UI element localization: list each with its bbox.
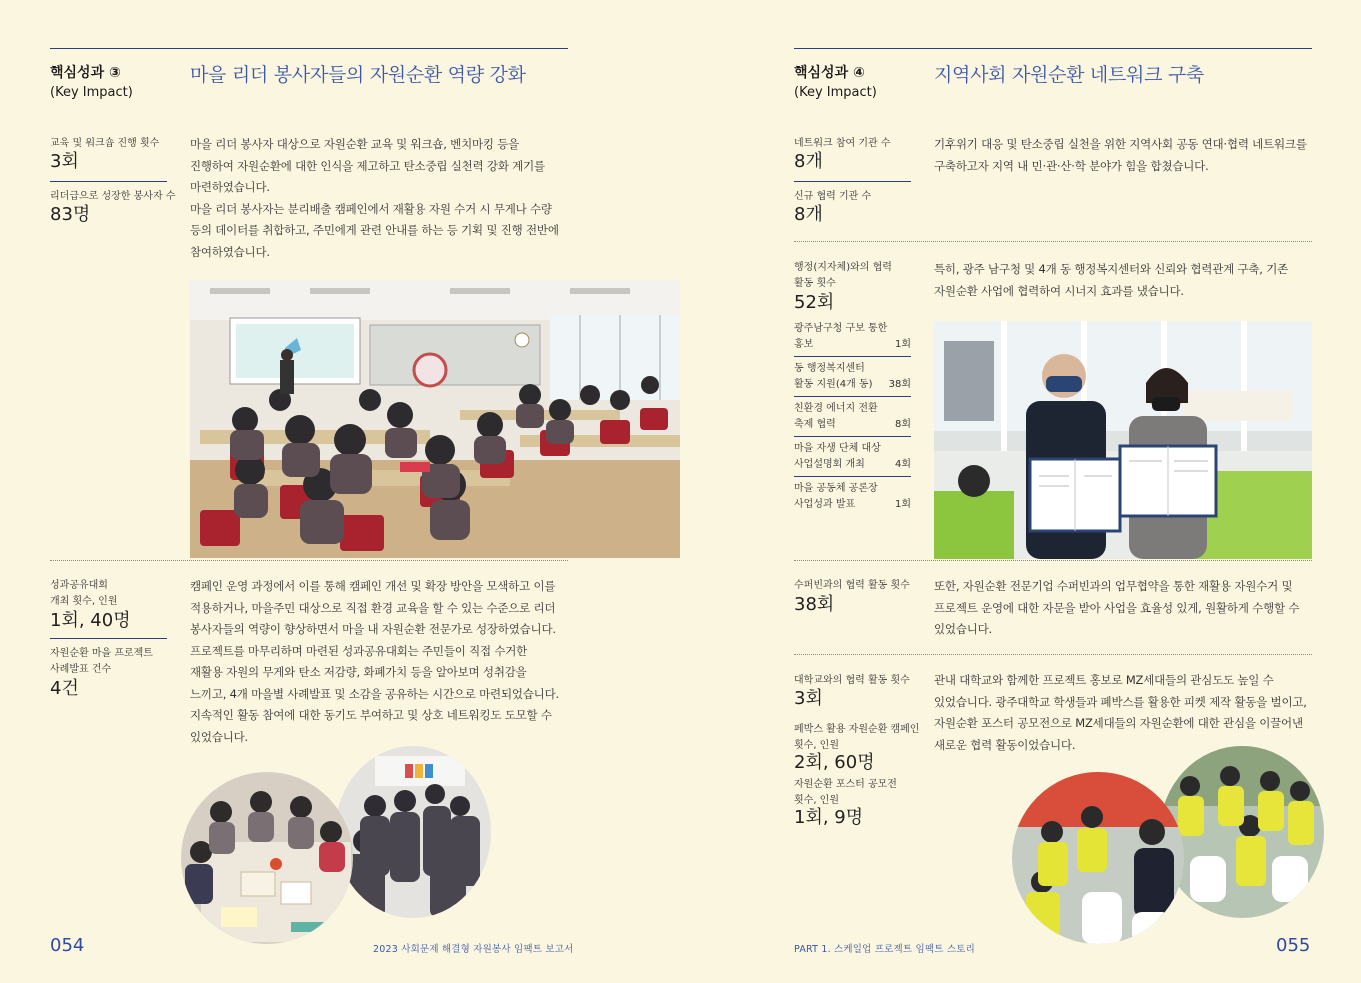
section-divider-dotted <box>794 241 1312 242</box>
stat-divider <box>50 638 167 639</box>
body-paragraph: 기후위기 대응 및 탄소중립 실천을 위한 지역사회 공동 연대·협력 네트워크를 구축하고자 지역 내 민·관·산·학 분야가 힘을 합쳤습니다. <box>934 137 1307 173</box>
key-impact-subtitle: (Key Impact) <box>50 85 133 100</box>
stat-value: 1회, 40명 <box>50 610 131 631</box>
stat-value: 52회 <box>794 292 835 313</box>
breakdown-row: 마을 공동체 공론장 사업성과 발표 1회 <box>794 483 911 510</box>
stat-label: 네트워크 참여 기관 수 <box>794 138 891 149</box>
stat-label: 교육 및 워크숍 진행 횟수 <box>50 138 160 149</box>
key-impact-subtitle: (Key Impact) <box>794 85 877 100</box>
breakdown-row: 친환경 에너지 전환 축제 협력 8회 <box>794 403 911 430</box>
body-paragraph: 특히, 광주 남구청 및 4개 동 행정복지센터와 신뢰와 협력관계 구축, 기존 자원순환 사업에 협력하여 시너지 효과를 냈습니다. <box>934 262 1289 298</box>
footer-report-title: 2023 사회문제 해결형 자원봉사 임팩트 보고서 <box>373 944 574 955</box>
section-divider-dotted <box>794 560 1312 561</box>
sharing-event-photo-circle <box>335 746 491 918</box>
page-number: 055 <box>1276 935 1311 956</box>
workshop-table-photo-circle <box>181 772 353 944</box>
key-impact-title: 핵심성과 ③ <box>50 65 121 81</box>
stat-value: 83명 <box>50 204 91 225</box>
stat-value: 4건 <box>50 678 79 699</box>
body-paragraph: 또한, 자원순환 전문기업 수퍼빈과의 업무협약을 통한 재활용 자원수거 및 프로젝트 운영에 대한 자문을 받아 사업을 효율성 있게, 원활하게 수행할 수 있었습니다. <box>934 579 1300 636</box>
section-divider-dotted <box>50 560 568 561</box>
student-volunteers-photo-circle <box>1160 746 1324 918</box>
breakdown-divider <box>794 356 911 357</box>
breakdown-divider <box>794 436 911 437</box>
breakdown-row: 마을 자생 단체 대상 사업설명회 개최 4회 <box>794 443 911 470</box>
breakdown-divider <box>794 476 911 477</box>
stat-label: 자원순환 마을 프로젝트 사례발표 건수 <box>50 648 153 675</box>
stat-label: 페박스 활용 자원순환 캠페인 횟수, 인원 <box>794 724 920 751</box>
stat-label: 자원순환 포스터 공모전 횟수, 인원 <box>794 779 897 806</box>
stat-value: 8개 <box>794 204 823 225</box>
stat-value: 38회 <box>794 594 835 615</box>
workshop-classroom-photo <box>190 280 680 558</box>
stat-label: 신규 협력 기관 수 <box>794 191 872 202</box>
stat-label: 리더급으로 성장한 봉사자 수 <box>50 191 176 202</box>
body-paragraph: 마을 리더 봉사자 대상으로 자원순환 교육 및 워크숍, 벤치마킹 등을 진행하여 자원순환에 대한 인식을 제고하고 탄소중립 실천력 강화 계기를 마련하였습니다. 마을 리더 봉사자는 분리배출 캠페인에서 재활용 자원 수거 시 무게나 수량 등의 데이터를 취합하고, 주민에게 관련 안내를 하는 등 기획 및 진행 전반에 참여하였습니다. <box>190 137 559 259</box>
footer-part-title: PART 1. 스케일업 프로젝트 임팩트 스토리 <box>794 944 975 955</box>
page-number: 054 <box>50 935 85 956</box>
stat-value: 3회 <box>794 688 823 709</box>
section-headline: 지역사회 자원순환 네트워크 구축 <box>934 64 1204 86</box>
stat-label: 행정(지자체)와의 협력 활동 횟수 <box>794 262 892 289</box>
stat-label: 성과공유대회 개최 횟수, 인원 <box>50 580 118 607</box>
partnership-agreement-photo <box>934 321 1312 559</box>
stat-value: 2회, 60명 <box>794 752 875 773</box>
breakdown-divider <box>794 396 911 397</box>
key-impact-title: 핵심성과 ④ <box>794 65 865 81</box>
top-rule-right <box>794 48 1312 49</box>
stat-divider <box>794 181 911 182</box>
stat-value: 8개 <box>794 151 823 172</box>
breakdown-row: 동 행정복지센터 활동 지원(4개 동) 38회 <box>794 363 911 390</box>
campaign-volunteers-photo-circle <box>1012 772 1184 944</box>
stat-value: 3회 <box>50 151 79 172</box>
section-headline: 마을 리더 봉사자들의 자원순환 역량 강화 <box>190 64 526 86</box>
body-paragraph: 캠페인 운영 과정에서 이를 통해 캠페인 개선 및 확장 방안을 모색하고 이를 적용하거나, 마을주민 대상으로 직접 환경 교육을 할 수 있는 수준으로 리더 봉사자들의 역량이 향상하면서 마을 내 자원순환 전문가로 성장하였습니다. 프로젝트를 마무리하며 마련된 성과공유대회는 주민들이 직접 수거한 재활용 자원의 무게와 탄소 저감량, 화폐가치 등을 알아보며 성취감을 느끼고, 4개 마을별 사례발표 및 소감을 공유하는 시간으로 마련되었습니다. 지속적인 활동 참여에 대한 동기도 부여하고 및 상호 네트워킹도 도모할 수 있었습니다. <box>190 579 559 744</box>
body-paragraph: 관내 대학교와 함께한 프로젝트 홍보로 MZ세대들의 관심도도 높일 수 있었습니다. 광주대학교 학생들과 폐박스를 활용한 피켓 제작 활동을 벌이고, 자원순환 포스터 공모전으로 MZ세대들의 자원순환에 대한 관심을 이끌어낸 새로운 협력 활동이었습니다. <box>934 673 1307 752</box>
breakdown-row: 광주남구청 구보 통한 홍보 1회 <box>794 323 911 350</box>
stat-divider <box>50 181 167 182</box>
top-rule-left <box>50 48 568 49</box>
stat-label: 수퍼빈과의 협력 활동 횟수 <box>794 580 910 591</box>
section-divider-dotted <box>794 654 1312 655</box>
stat-label: 대학교와의 협력 활동 횟수 <box>794 675 910 686</box>
stat-value: 1회, 9명 <box>794 807 864 828</box>
